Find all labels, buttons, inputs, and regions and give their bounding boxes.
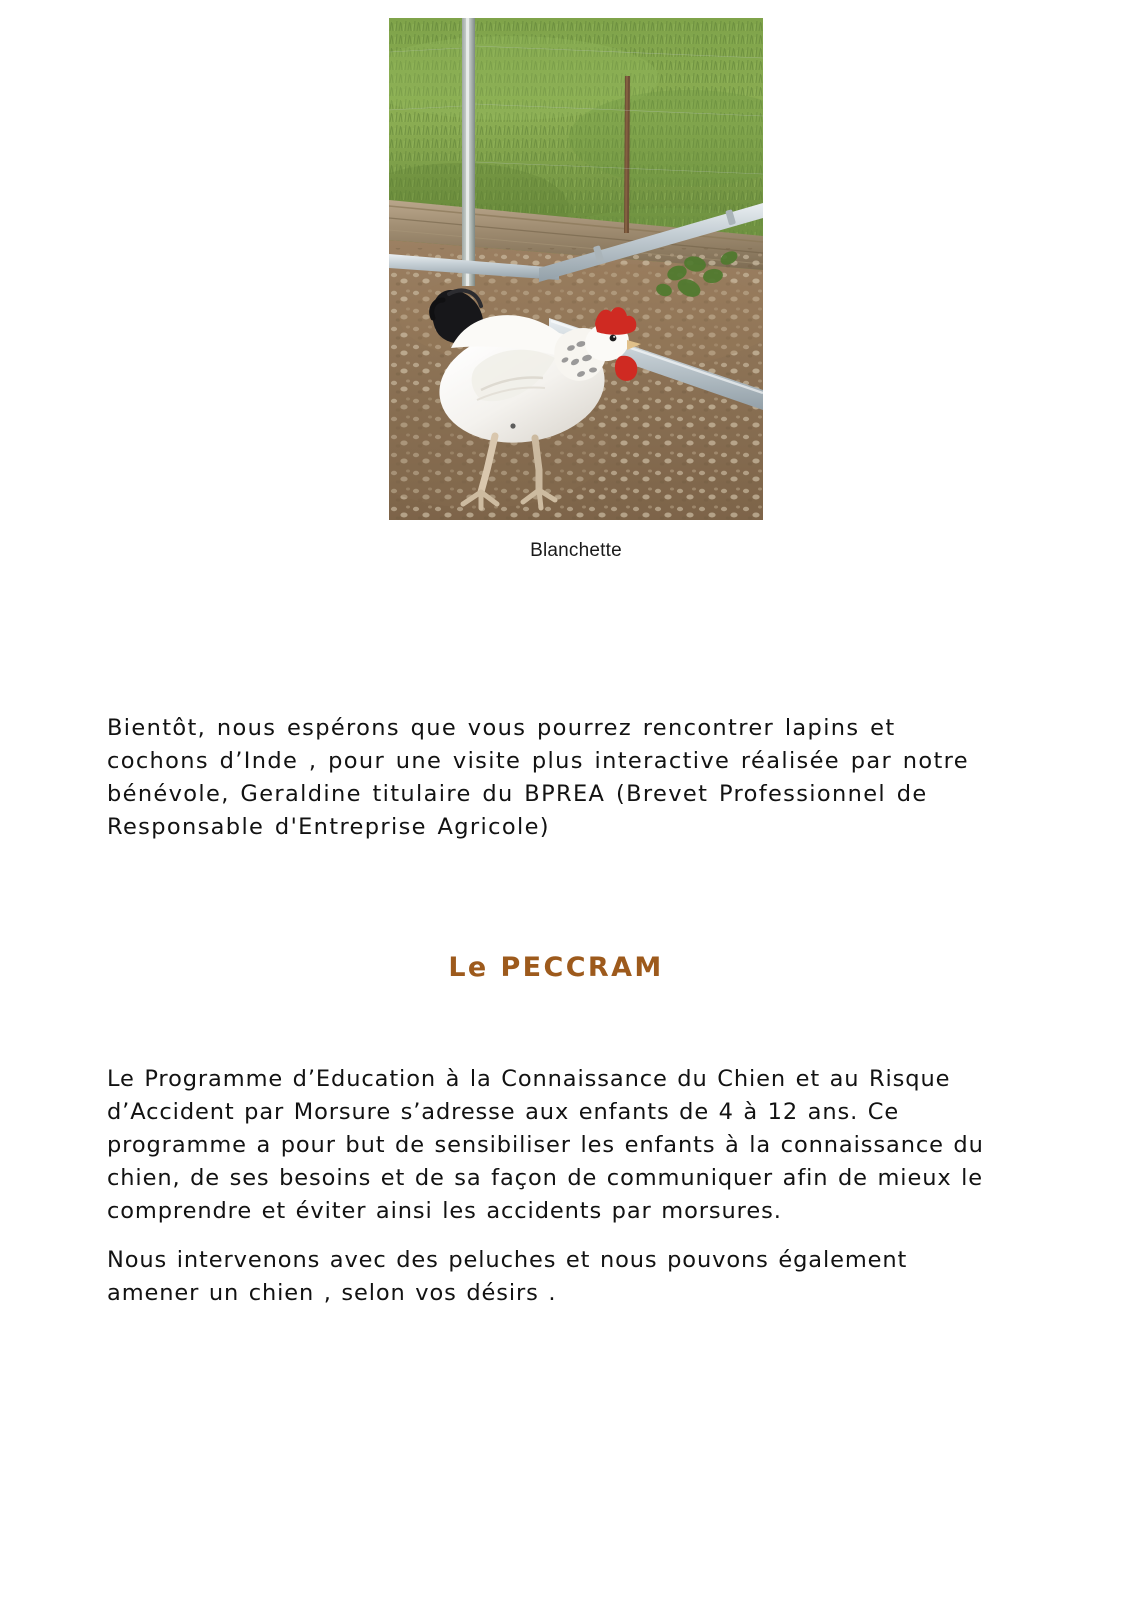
spacer-between-paragraphs [107, 1228, 1005, 1244]
photo-illustration [389, 18, 763, 520]
spacer-after-heading [107, 983, 1005, 1063]
document-body [107, 712, 1005, 1310]
hen-photograph [389, 18, 763, 520]
figure-caption: Blanchette [530, 540, 622, 561]
figure-blanchette [389, 18, 763, 561]
spacer-after-intro [107, 844, 1005, 952]
paragraph-peccram-closing: Nous intervenons avec des peluches et nous pouvons également amener un chien , selon vos désirs . [107, 1247, 908, 1306]
paragraph-intro: Bientôt, nous espérons que vous pourrez rencontrer lapins et cochons d’Inde , pour une visite plus interactive réalisée par notre bénévole, Geraldine titulaire du BPREA (Brevet Professionnel de Responsable d'Entreprise Agricole) [107, 715, 969, 840]
heading-peccram: Le PECCRAM [448, 952, 664, 983]
paragraph-peccram-body: Le Programme d’Education à la Connaissance du Chien et au Risque d’Accident par Morsure s’adresse aux enfants de 4 à 12 ans. Ce programme a pour but de sensibiliser les enfants à la connaissance du chien, de ses besoins et de sa façon de communiquer afin de mieux le comprendre et éviter ainsi les accidents par morsures. [107, 1066, 984, 1224]
